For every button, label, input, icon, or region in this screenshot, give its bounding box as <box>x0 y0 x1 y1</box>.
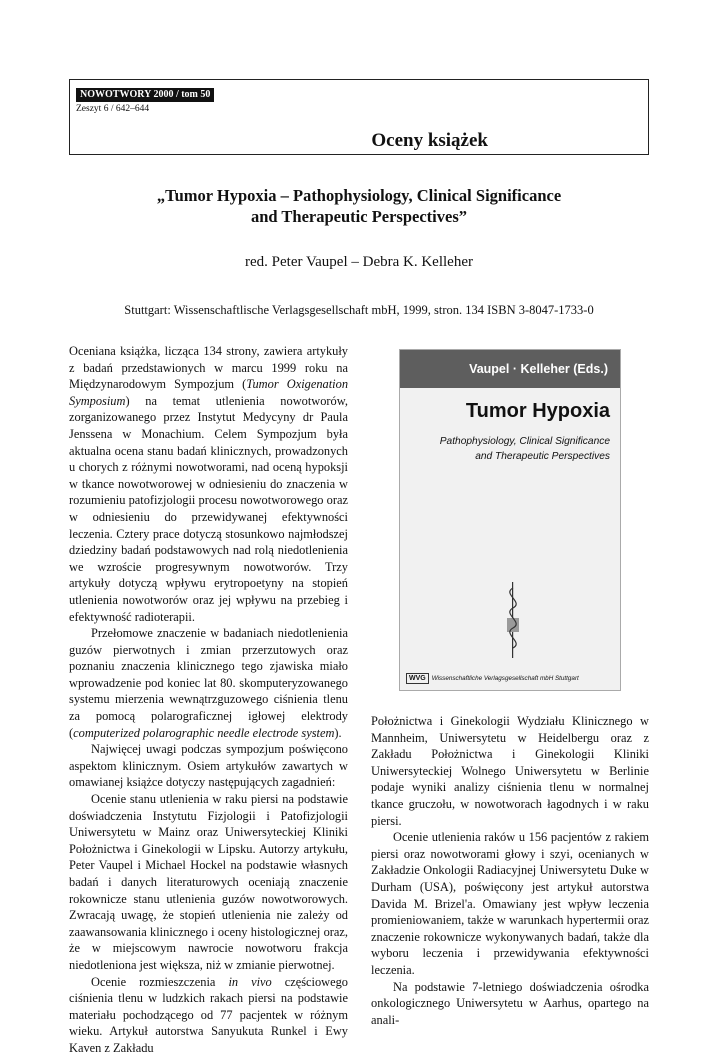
right-column <box>371 713 649 1028</box>
book-title-line-1: „Tumor Hypoxia – Pathophysiology, Clinical Significance <box>156 186 562 205</box>
publisher-logo: WVG <box>406 673 429 684</box>
cover-subtitle: Pathophysiology, Clinical Significance and Therapeutic Perspectives <box>439 436 610 462</box>
cover-editors: Vaupel · Kelleher (Eds.) <box>469 362 608 376</box>
book-title-line-2: and Therapeutic Perspectives” <box>250 207 467 226</box>
in-vivo-term: in vivo <box>228 974 272 989</box>
cover-publisher-row <box>406 673 579 684</box>
cover-title: Tumor Hypoxia <box>465 400 610 422</box>
left-column <box>69 343 348 1057</box>
issue-pages: Zeszyt 6 / 642–644 <box>76 104 150 114</box>
electrode-system-term: computerized polarographic needle electrode system <box>73 725 335 740</box>
paragraph: Na podstawie 7-letniego doświadczenia ośrodka onkologicznego Uniwersytetu w Aarhus, opartego na anali- <box>371 979 649 1027</box>
book-editors: red. Peter Vaupel – Debra K. Kelleher <box>245 254 473 270</box>
book-cover-image <box>399 349 621 691</box>
paragraph: Najwięcej uwagi podczas sympozjum poświęcono aspektom klinicznym. Osiem artykułów zawartych w omawianej książce dotyczy następujących zagadnień: <box>69 742 348 790</box>
book-title <box>69 185 649 227</box>
publisher-info: Stuttgart: Wissenschaftlische Verlagsgesellschaft mbH, 1999, stron. 134 ISBN 3-8047-1733-0 <box>124 303 594 317</box>
journal-name-badge: NOWOTWORY 2000 / tom 50 <box>76 88 214 102</box>
journal-header-box <box>69 79 649 155</box>
cover-publisher: Wissenschaftliche Verlagsgesellschaft mbH Stuttgart <box>431 675 579 682</box>
caduceus-icon <box>498 578 528 660</box>
section-title: Oceny książek <box>371 130 488 151</box>
paragraph: Oceniana książka, licząca 134 strony, zawiera artykuły z badań przedstawionych w marcu 1999 roku na Międzynarodowym Sympozjum (Tumor Oxigenation Symposium) na temat utlenienia nowotworów, zorganizowanego przez Instytut Medycyny dr Paula Jenssena w Monachium. Celem Sympozjum była aktualna ocena stanu badań klinicznych, prowadzonych u chorych z różnymi nowotworami, nad oceną hypoksji w tkance nowotworowej w odniesieniu do znaczenia w rozumieniu patofizjologii procesu nowotworowego oraz w odniesieniu do przewidywanej efektywności leczenia. Cztery prace dotyczą stosunkowo najmłodszej dziedziny badań podstawowych nad rolą niedotlenienia we wzroście progresywnym nowotworów. Trzy artykuły dotyczą wpływu erytropoetyny na stopień utlenienia nowotworów oraz jej wpływu na przebieg i efektywność radioterapii. <box>69 344 349 624</box>
paragraph: Przełomowe znaczenie w badaniach niedotlenienia guzów pierwotnych i zmian przerzutowych oraz poznaniu znaczenia klinicznego tego zjawiska miało wprowadzenie pod koniec lat 80. skomputeryzowanego systemu mierzenia wewnątrzguzowego ciśnienia tlenu za pomocą polarograficznej igłowej elektrody (computerized polarographic needle electrode system). <box>69 626 348 740</box>
paragraph: Ocenie stanu utlenienia w raku piersi na podstawie doświadczenia Instytutu Fizjologii i Patofizjologii Uniwersytetu w Mainz oraz Uniwersyteckiej Kliniki Położnictwa i Ginekologii w Lipsku. Autorzy artykułu, Peter Vaupel i Michael Hockel na podstawie własnych badań i danych literaturowych oceniają znaczenie rokownicze stanu utlenienia guzów nowotworowych. Zwracają uwagę, że stopień utlenienia nie zależy od zaawansowania klinicznego i oceny histologicznej oraz, że w miejscowym nawrocie nowotworu frakcja niedotleniona jest większa, niż w zmianie pierwotnej. <box>69 792 348 972</box>
paragraph: Położnictwa i Ginekologii Wydziału Klinicznego w Mannheim, Uniwersytetu w Heidelbergu oraz z Zakładu Położnictwa i Ginekologii Kliniki Uniwersyteckiej Wolnego Uniwersytetu w Berlinie podaje wyniki analizy ciśnienia tlenu w normalnej tkance gruczołu, w nowotworach łagodnych i w raku piersi. <box>371 714 649 828</box>
paragraph: Ocenie utlenienia raków u 156 pacjentów z rakiem piersi oraz nowotworami głowy i szyi, ocenianych w Zakładzie Onkologii Radiacyjnej Uniwersytetu Duke w Durham (USA), poświęcony jest artykuł autorstwa Davida M. Brizel'a. Omawiany jest wpływ leczenia promieniowaniem, także w warunkach hypertermii oraz znaczenie rokownicze wykonywanych badań, także dla wyboru leczenia i przewidywania efektywności leczenia. <box>371 830 649 977</box>
paragraph: Ocenie rozmieszczenia in vivo częściowego ciśnienia tlenu w ludzkich rakach piersi na podstawie materiału pochodzącego od 77 pacjentek w różnym wieku. Artykuł autorstwa Sanyukuta Runkel i Ewy Kaven z Zakładu <box>69 974 349 1055</box>
symposium-name: Tumor Oxigenation Symposium <box>69 377 349 408</box>
